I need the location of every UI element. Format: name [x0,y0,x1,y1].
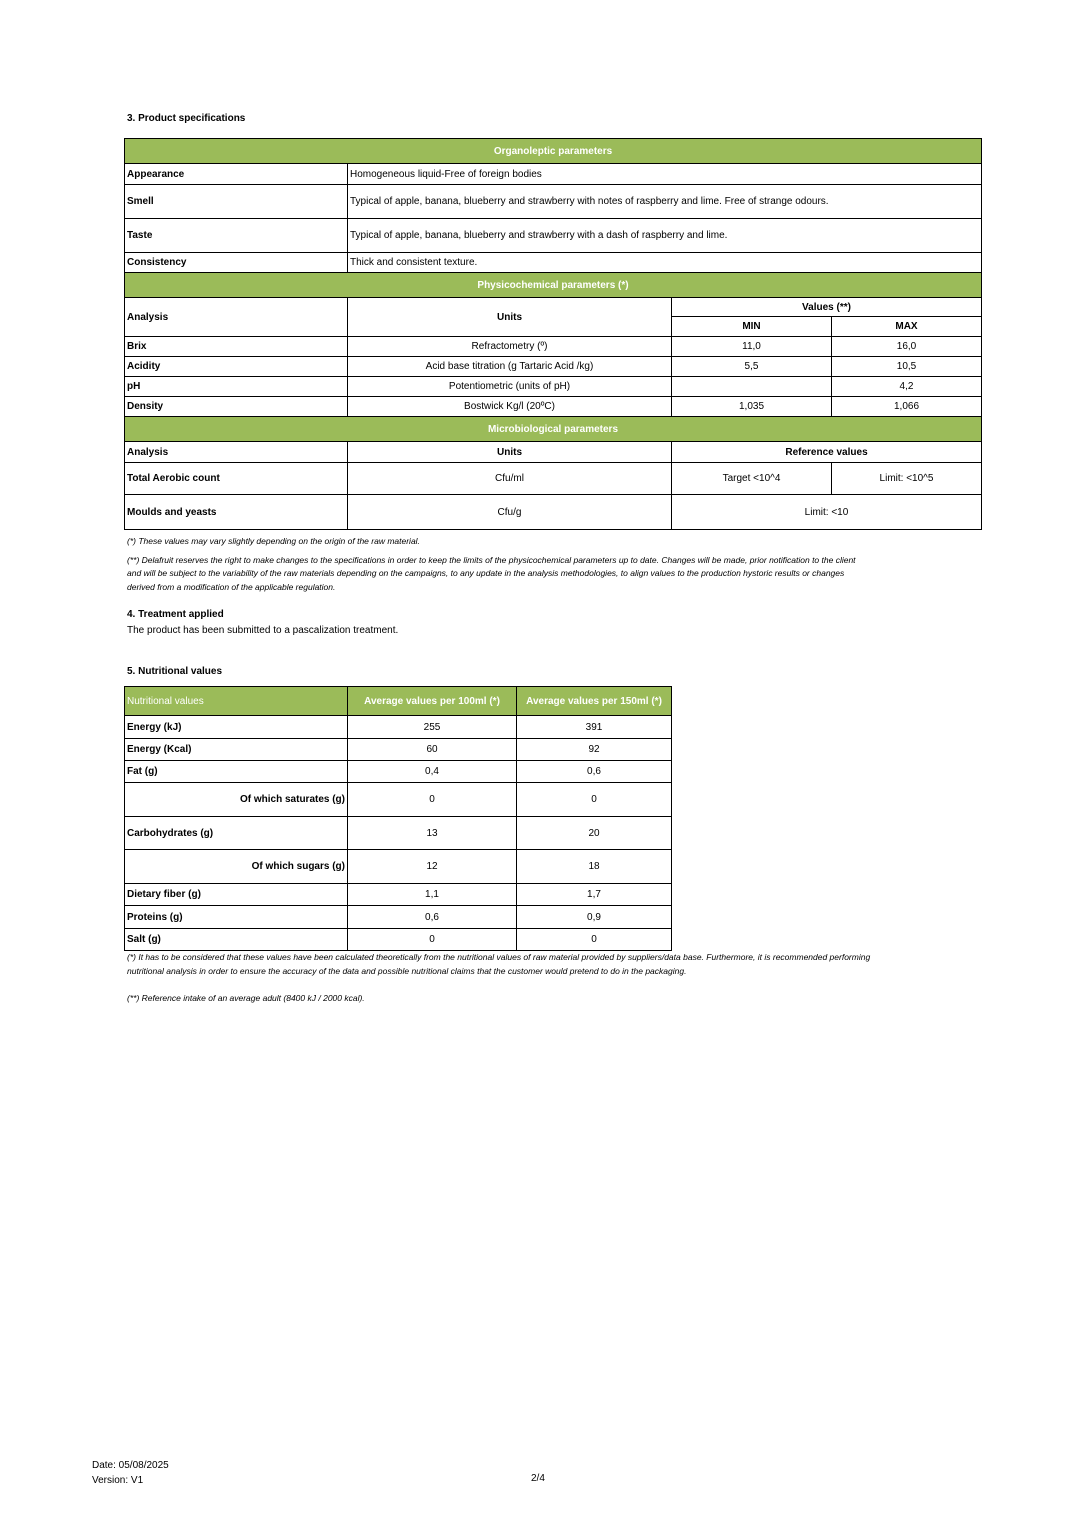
specifications-table [124,138,982,530]
section-3-title: 3. Product specifications [127,113,246,124]
delafruit-note-line-3: derived from a modification of the applicable regulation. [127,582,336,592]
delafruit-note-line-1: (**) Delafruit reserves the right to make changes to the specifications in order to keep the limits of the physicochemical parameters up to date. Changes will be made, prior notification to the client [127,555,856,565]
treatment-text: The product has been submitted to a pascalization treatment. [127,625,399,636]
proteins-150: 0,9 [517,906,672,929]
fiber-150: 1,7 [517,884,672,906]
sugars-label: Of which sugars (g) [125,850,348,884]
nutri-100ml-header: Average values per 100ml (*) [348,687,517,716]
acidity-max: 10,5 [832,357,982,377]
smell-label: Smell [125,185,348,219]
footer-version: Version: V1 [92,1475,144,1486]
fat-label: Fat (g) [125,761,348,783]
appearance-value: Homogeneous liquid-Free of foreign bodies [348,164,982,185]
brix-min: 11,0 [672,337,832,357]
physico-note: (*) These values may vary slightly depending on the origin of the raw material. [127,536,420,546]
aerobic-target: Target <10^4 [672,463,832,495]
consistency-value: Thick and consistent texture. [348,253,982,273]
density-label: Density [125,397,348,417]
page-number: 2/4 [531,1473,545,1484]
physico-analysis-header: Analysis [125,298,348,337]
aerobic-label: Total Aerobic count [125,463,348,495]
smell-value: Typical of apple, banana, blueberry and strawberry with notes of raspberry and lime. Free of strange odours. [348,185,982,219]
density-units: Bostwick Kg/l (20ºC) [348,397,672,417]
proteins-label: Proteins (g) [125,906,348,929]
taste-label: Taste [125,219,348,253]
nutritional-table [124,686,672,951]
nutri-label-header: Nutritional values [125,687,348,716]
micro-reference-header: Reference values [672,442,982,463]
physico-min-header: MIN [672,317,832,337]
saturates-label: Of which saturates (g) [125,783,348,817]
energy-kj-100: 255 [348,716,517,739]
physico-values-header: Values (**) [672,298,982,317]
moulds-limit: Limit: <10 [672,495,982,530]
brix-label: Brix [125,337,348,357]
brix-units: Refractometry (º) [348,337,672,357]
nutri-note-line-2: nutritional analysis in order to ensure the accuracy of the data and possible nutritional claims that the customer would pretend to do in the packaging. [127,966,687,976]
energy-kj-150: 391 [517,716,672,739]
physico-units-header: Units [348,298,672,337]
moulds-units: Cfu/g [348,495,672,530]
organoleptic-header: Organoleptic parameters [125,139,982,164]
energy-kj-label: Energy (kJ) [125,716,348,739]
energy-kcal-label: Energy (Kcal) [125,739,348,761]
sugars-150: 18 [517,850,672,884]
salt-100: 0 [348,929,517,951]
taste-value: Typical of apple, banana, blueberry and strawberry with a dash of raspberry and lime. [348,219,982,253]
fat-150: 0,6 [517,761,672,783]
appearance-label: Appearance [125,164,348,185]
nutri-150ml-header: Average values per 150ml (*) [517,687,672,716]
micro-analysis-header: Analysis [125,442,348,463]
delafruit-note-line-2: and will be subject to the variability of the raw materials depending on the campaigns, to any update in the analysis methodologies, to align values to the production hystoric results or changes [127,568,845,578]
nutri-note-line-1: (*) It has to be considered that these values have been calculated theoretically from the nutritional values of raw material provided by suppliers/data base. Furthermore, it is recommended performing [127,952,871,962]
fiber-100: 1,1 [348,884,517,906]
acidity-label: Acidity [125,357,348,377]
section-5-title: 5. Nutritional values [127,666,223,677]
proteins-100: 0,6 [348,906,517,929]
consistency-label: Consistency [125,253,348,273]
footer-date: Date: 05/08/2025 [92,1460,169,1471]
carbohydrates-150: 20 [517,817,672,850]
saturates-150: 0 [517,783,672,817]
physico-max-header: MAX [832,317,982,337]
salt-150: 0 [517,929,672,951]
acidity-units: Acid base titration (g Tartaric Acid /kg) [348,357,672,377]
brix-max: 16,0 [832,337,982,357]
ph-max: 4,2 [832,377,982,397]
ph-units: Potentiometric (units of pH) [348,377,672,397]
fiber-label: Dietary fiber (g) [125,884,348,906]
aerobic-units: Cfu/ml [348,463,672,495]
energy-kcal-100: 60 [348,739,517,761]
ph-min [672,377,832,397]
section-4-title: 4. Treatment applied [127,609,224,620]
microbiological-header: Microbiological parameters [125,417,982,442]
energy-kcal-150: 92 [517,739,672,761]
carbohydrates-label: Carbohydrates (g) [125,817,348,850]
density-max: 1,066 [832,397,982,417]
acidity-min: 5,5 [672,357,832,377]
density-min: 1,035 [672,397,832,417]
ph-label: pH [125,377,348,397]
micro-units-header: Units [348,442,672,463]
moulds-label: Moulds and yeasts [125,495,348,530]
sugars-100: 12 [348,850,517,884]
saturates-100: 0 [348,783,517,817]
aerobic-limit: Limit: <10^5 [832,463,982,495]
reference-intake-note: (**) Reference intake of an average adult (8400 kJ / 2000 kcal). [127,993,365,1003]
fat-100: 0,4 [348,761,517,783]
physicochemical-header: Physicochemical parameters (*) [125,273,982,298]
carbohydrates-100: 13 [348,817,517,850]
salt-label: Salt (g) [125,929,348,951]
